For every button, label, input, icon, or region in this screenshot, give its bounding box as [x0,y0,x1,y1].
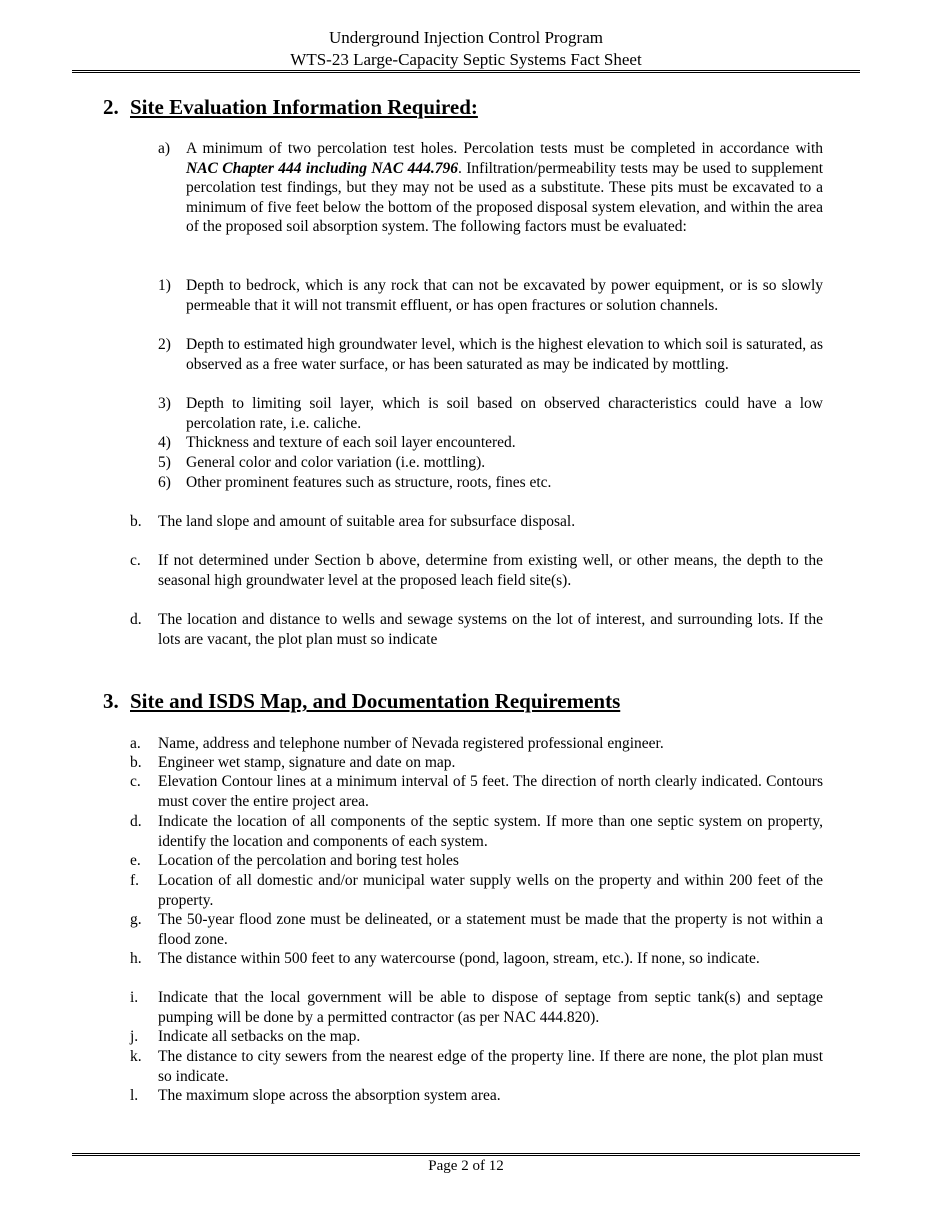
list-item [130,1027,823,1047]
item-text: If not determined under Section b above, determine from existing well, or other means, the depth to the seasonal high groundwater level at the proposed leach field site(s). [158,552,823,589]
item-text: Depth to limiting soil layer, which is soil based on observed characteristics could have a low percolation rate, i.e. caliche. [186,395,823,432]
item-label: i. [130,989,139,1006]
list-item [130,734,823,754]
header-fact-sheet: WTS-23 Large-Capacity Septic Systems Fact Sheet [290,49,642,69]
item-label: a. [130,735,141,752]
item-label: d. [130,611,142,628]
item-text: Elevation Contour lines at a minimum interval of 5 feet. The direction of north clearly indicated. Contours must cover the entire project area. [158,773,823,810]
item-text: Thickness and texture of each soil layer encountered. [186,434,516,451]
list-item [130,772,823,811]
section-2-heading [103,95,478,119]
item-text [186,139,823,237]
factor-item [158,335,823,374]
list-item-2a [158,139,824,237]
list-item [130,753,823,773]
item-label: 1) [158,277,171,294]
item-text: Name, address and telephone number of Nevada registered professional engineer. [158,735,664,752]
section-3-title: Site and ISDS Map, and Documentation Requirements [130,689,621,713]
item-text: The distance within 500 feet to any watercourse (pond, lagoon, stream, etc.). If none, so indicate. [158,950,760,967]
section-2-title: Site Evaluation Information Required: [130,95,478,119]
list-item [130,871,823,910]
item-label: a) [158,140,171,157]
section-3-heading [103,689,620,713]
item-label: 6) [158,474,171,491]
page-header [72,27,860,70]
item-label: f. [130,872,140,889]
item-label: h. [130,950,142,967]
list-item [130,910,823,949]
item-text: The maximum slope across the absorption system area. [158,1087,501,1104]
item-label: j. [130,1028,139,1045]
list-item [130,851,823,871]
item-text: Engineer wet stamp, signature and date on map. [158,754,456,771]
factor-item [158,433,823,453]
item-text: The distance to city sewers from the nearest edge of the property line. If there are none, the plot plan must so indicate. [158,1048,823,1085]
item-label: g. [130,911,142,928]
item-text: Depth to estimated high groundwater level, which is the highest elevation to which soil is saturated, as observed as a free water surface, or has been saturated as may be indicated by mottling. [186,336,823,373]
header-program: Underground Injection Control Program [328,28,603,47]
nac-reference: NAC Chapter 444 including NAC 444.796 [186,159,459,177]
item-text: Location of the percolation and boring test holes [158,852,459,869]
section-2-number: 2. [103,95,119,119]
item-text: Indicate that the local government will be able to dispose of septage from septic tank(s) and septage pumping will be done by a permitted contractor (as per NAC 444.820). [158,989,823,1026]
factor-item [158,453,823,473]
item-label: k. [130,1048,142,1065]
list-item [130,949,823,969]
item-label: 5) [158,454,171,471]
item-label: l. [130,1087,139,1104]
factor-item [158,473,823,493]
item-text: General color and color variation (i.e. mottling). [186,454,486,471]
page-number: Page 2 of 12 [428,1158,504,1174]
item-label: 3) [158,395,171,412]
list-item [130,1047,823,1086]
item-text: Indicate the location of all components of the septic system. If more than one septic system on property, identify the location and components of each system. [158,813,823,850]
list-item [130,1086,823,1106]
item-label: b. [130,754,142,771]
item-a-text-end: . Infiltration/permeability tests may be used to supplement percolation test findings, but they may not be used as a substitute. These pits must be excavated to a minimum of five feet below the bottom of the proposed disposal system elevation, and within the area of the proposed soil absorption system. The following factors must be evaluated: [186,159,824,236]
item-text: Location of all domestic and/or municipal water supply wells on the property and within 200 feet of the property. [158,872,823,909]
list-item [130,988,823,1027]
item-label: c. [130,773,141,790]
item-label: 4) [158,434,171,451]
factor-item [158,276,823,315]
item-label: b. [130,513,142,530]
item-label: 2) [158,336,171,353]
item-text: Indicate all setbacks on the map. [158,1028,361,1045]
list-item [130,812,823,851]
item-label: d. [130,813,142,830]
factor-item [158,394,823,433]
item-text: The location and distance to wells and sewage systems on the lot of interest, and surrounding lots. If the lots are vacant, the plot plan must so indicate [158,611,823,648]
list-item-2b [130,512,823,532]
item-text: The 50-year flood zone must be delineated, or a statement must be made that the property is not within a flood zone. [158,911,823,948]
item-a-text-start: A minimum of two percolation test holes. Percolation tests must be completed in accordance with [186,140,823,157]
footer-rule [72,1153,860,1156]
list-item-2d [130,610,823,649]
section-3-number: 3. [103,689,119,713]
item-text: Depth to bedrock, which is any rock that can not be excavated by power equipment, or is so slowly permeable that it will not transmit effluent, or has open fractures or solution channels. [186,277,823,314]
header-rule [72,70,860,73]
item-label: e. [130,852,141,869]
item-text: Other prominent features such as structure, roots, fines etc. [186,474,552,491]
item-label: c. [130,552,141,569]
list-item-2c [130,551,823,590]
item-text: The land slope and amount of suitable area for subsurface disposal. [158,513,576,530]
